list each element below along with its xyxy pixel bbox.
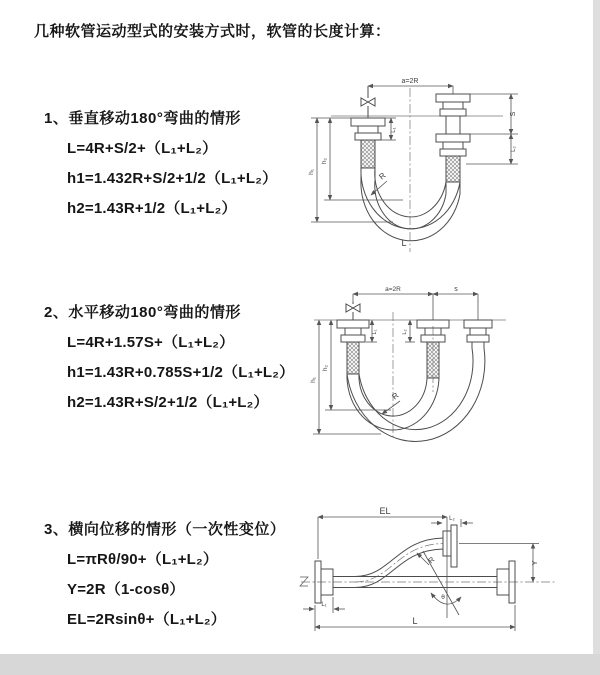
- section-lateral-displacement: [44, 518, 285, 629]
- formula-line: EL=2Rsinθ+（L₁+L₂）: [67, 611, 226, 628]
- formula-line: Y=2R（1-cosθ）: [67, 581, 185, 598]
- length-label: L: [401, 238, 407, 248]
- dim-label-h1: h₁: [308, 169, 315, 175]
- angle-label: θ: [441, 594, 445, 601]
- diagram-labels: [308, 78, 517, 248]
- page-right-edge: [593, 0, 600, 675]
- section-1-heading: 1、垂直移动180°弯曲的情形: [44, 110, 241, 127]
- dimension-lines: [311, 86, 518, 222]
- dim-label-s: S: [510, 111, 517, 117]
- center-lines: [331, 88, 503, 252]
- diagram-vertical-180-bend: [303, 76, 528, 266]
- radius-label: R: [390, 390, 401, 402]
- page-title: 几种软管运动型式的安装方式时，软管的长度计算：: [34, 23, 391, 40]
- right-lower-fitting: [436, 134, 470, 182]
- section-vertical-movement: [44, 107, 277, 218]
- dim-label-l2: L₂: [402, 329, 408, 335]
- braid-section: [427, 342, 439, 378]
- radius-label: R: [377, 170, 388, 182]
- right-upper-fitting: [436, 94, 470, 116]
- page-bottom-edge: [0, 654, 600, 675]
- dim-label-l1: L₁: [321, 602, 327, 608]
- braid-section: [361, 140, 375, 168]
- dim-label-h2: h₂: [322, 364, 329, 372]
- left-fitting: [351, 118, 385, 168]
- dim-label-a2r: a=2R: [385, 286, 401, 293]
- hose-arcs: [347, 348, 485, 441]
- braid-section: [446, 156, 460, 182]
- dim-label-el: EL: [379, 506, 391, 516]
- formula-line: L=4R+1.57S+（L₁+L₂）: [67, 334, 235, 351]
- dim-label-a2r: a=2R: [401, 78, 419, 85]
- formula-line: h1=1.432R+S/2+1/2（L₁+L₂）: [67, 170, 278, 187]
- diagram-lateral-displacement: [297, 503, 562, 638]
- piping: [337, 302, 492, 441]
- formula-line: h1=1.43R+0.785S+1/2（L₁+L₂）: [67, 364, 295, 381]
- section-horizontal-movement: [44, 301, 294, 412]
- dim-label-h2: h₂: [321, 157, 328, 165]
- right-fitting: [464, 320, 492, 348]
- dim-label-y: Y: [530, 560, 539, 566]
- dim-label-l2: L₂: [449, 516, 455, 522]
- dim-label-s: s: [454, 286, 458, 293]
- formula-line: h2=1.43R+1/2（L₁+L₂）: [67, 200, 237, 217]
- centerline-mark: [300, 577, 308, 586]
- dim-label-l1: L₁: [391, 127, 397, 133]
- dim-label-h1: h₁: [310, 377, 317, 383]
- formula-line: L=4R+S/2+（L₁+L₂）: [67, 140, 218, 157]
- formula-line: L=πRθ/90+（L₁+L₂）: [67, 551, 219, 568]
- braid-section: [347, 342, 359, 374]
- piping: [315, 525, 515, 603]
- dim-label-l1: L₁: [372, 329, 378, 335]
- section-2-heading: 2、水平移动180°弯曲的情形: [44, 304, 241, 321]
- right-upper-flange: [443, 525, 457, 567]
- dimension-lines: [303, 517, 539, 631]
- valve-icon: [346, 302, 360, 320]
- diagram-labels: [321, 506, 539, 626]
- radius-label: R: [426, 554, 437, 566]
- dim-label-l2: L₂: [511, 146, 517, 152]
- formula-line: h2=1.43R+S/2+1/2（L₁+L₂）: [67, 394, 269, 411]
- section-3-heading: 3、横向位移的情形（一次性变位）: [44, 521, 286, 538]
- piping: [351, 86, 470, 241]
- dim-label-l: L: [412, 616, 418, 626]
- valve-icon: [361, 86, 375, 118]
- hose-arcs: [361, 168, 460, 241]
- diagram-horizontal-180-bend: [306, 282, 546, 454]
- left-fitting: [337, 320, 369, 374]
